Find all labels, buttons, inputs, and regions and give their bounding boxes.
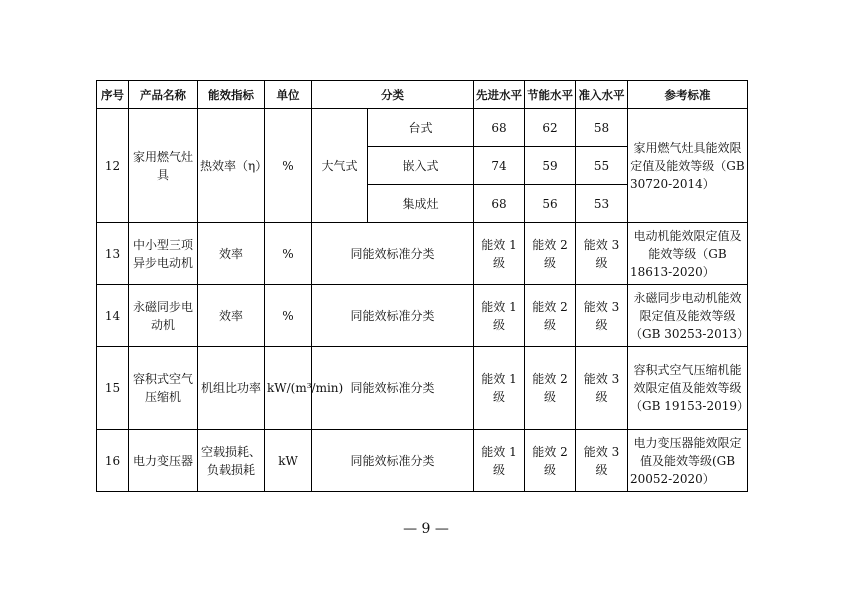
cell-saving: 62 xyxy=(525,109,576,147)
cell-saving: 能效 2 级 xyxy=(525,285,576,347)
cell-standard: 家用燃气灶具能效限定值及能效等级（GB 30720-2014） xyxy=(628,109,748,223)
cell-access: 53 xyxy=(576,185,628,223)
cell-saving: 56 xyxy=(525,185,576,223)
header-category: 分类 xyxy=(312,81,474,109)
cell-unit: kW xyxy=(265,430,312,492)
cell-indicator: 机组比功率 xyxy=(198,347,265,430)
cell-advanced: 能效 1 级 xyxy=(474,347,525,430)
cell-subtype: 台式 xyxy=(368,109,474,147)
cell-access: 能效 3 级 xyxy=(576,223,628,285)
cell-unit: kW/(m³/min) xyxy=(265,347,312,430)
cell-advanced: 68 xyxy=(474,109,525,147)
cell-saving: 能效 2 级 xyxy=(525,223,576,285)
cell-access: 能效 3 级 xyxy=(576,430,628,492)
cell-serial: 13 xyxy=(97,223,129,285)
cell-standard: 电动机能效限定值及能效等级（GB 18613-2020） xyxy=(628,223,748,285)
cell-serial: 16 xyxy=(97,430,129,492)
cell-serial: 14 xyxy=(97,285,129,347)
cell-product-name: 容积式空气压缩机 xyxy=(129,347,198,430)
cell-serial: 12 xyxy=(97,109,129,223)
cell-indicator: 效率 xyxy=(198,223,265,285)
cell-indicator: 空载损耗、负载损耗 xyxy=(198,430,265,492)
cell-product-name: 电力变压器 xyxy=(129,430,198,492)
table-row xyxy=(97,109,748,147)
header-serial: 序号 xyxy=(97,81,129,109)
cell-category: 同能效标准分类 xyxy=(312,347,474,430)
cell-unit: % xyxy=(265,223,312,285)
cell-standard: 永磁同步电动机能效限定值及能效等级（GB 30253-2013） xyxy=(628,285,748,347)
cell-access: 55 xyxy=(576,147,628,185)
table-row xyxy=(97,285,748,347)
cell-product-name: 家用燃气灶具 xyxy=(129,109,198,223)
cell-category: 同能效标准分类 xyxy=(312,223,474,285)
cell-unit: % xyxy=(265,109,312,223)
table-header-row xyxy=(97,81,748,109)
table-row xyxy=(97,430,748,492)
cell-advanced: 68 xyxy=(474,185,525,223)
header-advanced: 先进水平 xyxy=(474,81,525,109)
cell-category: 同能效标准分类 xyxy=(312,430,474,492)
cell-category: 大气式 xyxy=(312,109,368,223)
cell-product-name: 中小型三项异步电动机 xyxy=(129,223,198,285)
table-row xyxy=(97,347,748,430)
energy-efficiency-table xyxy=(96,80,748,492)
cell-indicator: 热效率（η） xyxy=(198,109,265,223)
header-standard: 参考标准 xyxy=(628,81,748,109)
cell-saving: 能效 2 级 xyxy=(525,347,576,430)
cell-indicator: 效率 xyxy=(198,285,265,347)
header-unit: 单位 xyxy=(265,81,312,109)
cell-unit: % xyxy=(265,285,312,347)
header-product-name: 产品名称 xyxy=(129,81,198,109)
cell-subtype: 集成灶 xyxy=(368,185,474,223)
cell-advanced: 能效 1 级 xyxy=(474,223,525,285)
cell-saving: 59 xyxy=(525,147,576,185)
cell-access: 58 xyxy=(576,109,628,147)
cell-standard: 电力变压器能效限定值及能效等级(GB 20052-2020） xyxy=(628,430,748,492)
cell-advanced: 能效 1 级 xyxy=(474,430,525,492)
cell-access: 能效 3 级 xyxy=(576,285,628,347)
header-indicator: 能效指标 xyxy=(198,81,265,109)
cell-advanced: 能效 1 级 xyxy=(474,285,525,347)
cell-standard: 容积式空气压缩机能效限定值及能效等级（GB 19153-2019） xyxy=(628,347,748,430)
cell-subtype: 嵌入式 xyxy=(368,147,474,185)
cell-saving: 能效 2 级 xyxy=(525,430,576,492)
cell-serial: 15 xyxy=(97,347,129,430)
cell-access: 能效 3 级 xyxy=(576,347,628,430)
header-saving: 节能水平 xyxy=(525,81,576,109)
cell-advanced: 74 xyxy=(474,147,525,185)
cell-category: 同能效标准分类 xyxy=(312,285,474,347)
page-number: — 9 — xyxy=(403,521,449,537)
table-row xyxy=(97,223,748,285)
cell-product-name: 永磁同步电动机 xyxy=(129,285,198,347)
header-access: 准入水平 xyxy=(576,81,628,109)
